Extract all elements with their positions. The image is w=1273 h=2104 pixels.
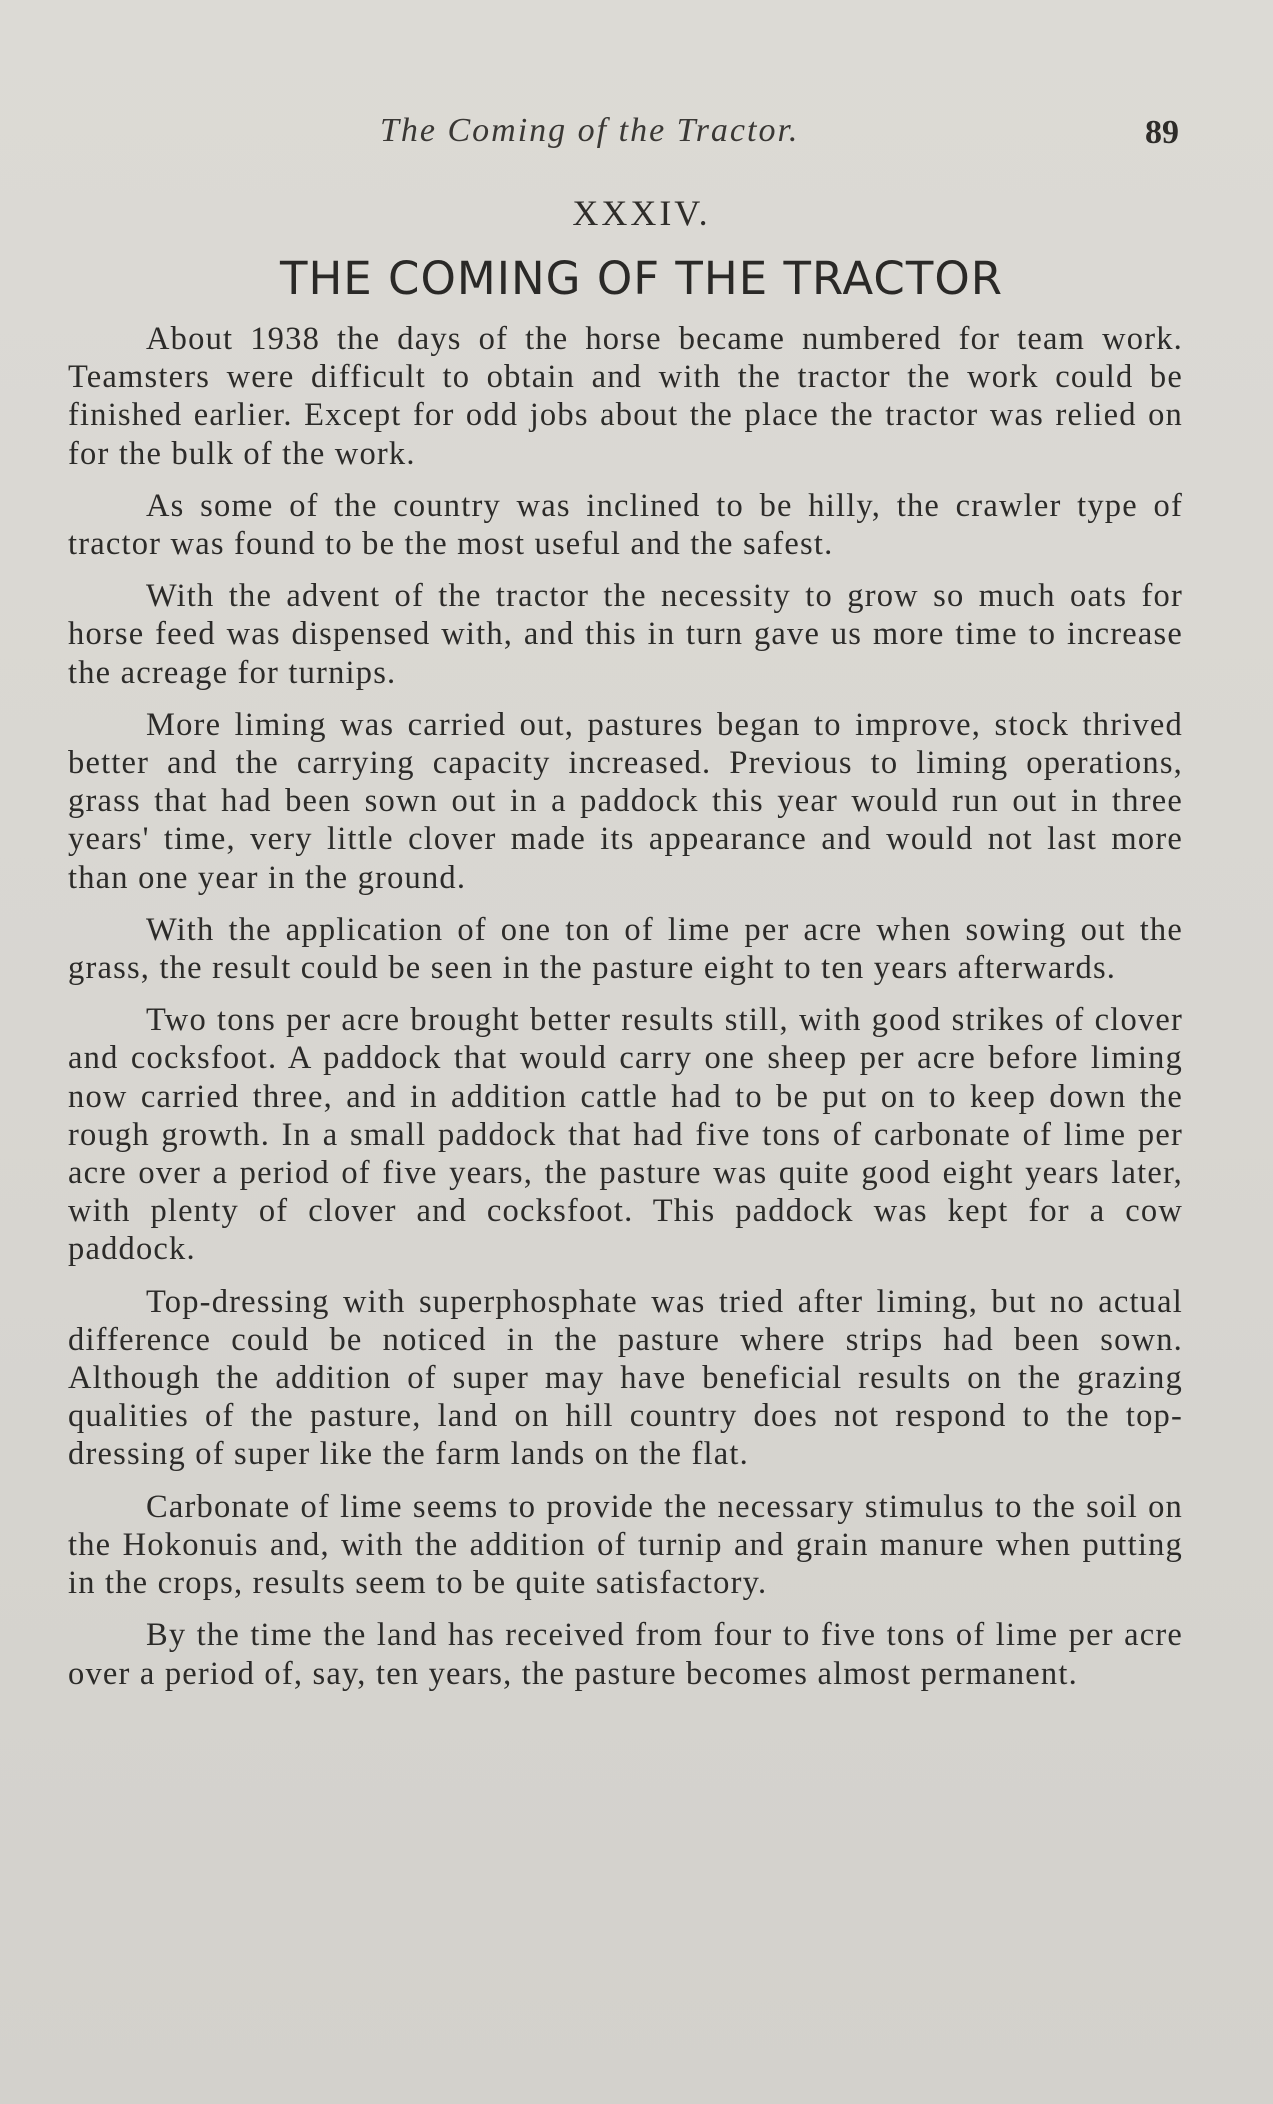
chapter-body [68,320,1183,1707]
paragraph: As some of the country was inclined to be hilly, the crawler type of tractor was found to be the most useful and the safest. [68,487,1183,563]
paragraph: With the advent of the tractor the necessity to grow so much oats for horse feed was dispensed with, and this in turn gave us more time to increase the acreage for turnips. [68,578,1183,691]
paragraph: Carbonate of lime seems to provide the necessary stimulus to the soil on the Hokonuis and, with the addition of turnip and grain manure when putting in the crops, results seem to be quite satisfactory. [68,1488,1183,1602]
running-head [0,112,1273,162]
paragraph: Top-dressing with superphosphate was tried after liming, but no actual difference could be noticed in the pasture where strips had been sown. Although the addition of super may have beneficial results on the grazing qualities of the pasture, land on hill country does not respond to the top-dressing of super like the farm lands on the flat. [68,1283,1183,1473]
running-title: The Coming of the Tractor. [380,112,800,149]
chapter-title: THE COMING OF THE TRACTOR [279,252,1004,305]
paragraph: By the time the land has received from four to five tons of lime per acre over a period of, say, ten years, the pasture becomes almost permanent. [68,1617,1183,1692]
paragraph: More liming was carried out, pastures began to improve, stock thrived better and the carrying capacity increased. Previous to liming operations, grass that had been sown out in a paddock this year would run out in three years' time, very little clover made its appearance and would not last more than one year in the ground. [68,706,1183,896]
page-number: 89 [1145,114,1179,151]
paragraph: With the application of one ton of lime per acre when sowing out the grass, the result could be seen in the pasture eight to ten years afterwards. [68,911,1183,987]
paragraph: Two tons per acre brought better results still, with good strikes of clover and cocksfoot. A paddock that would carry one sheep per acre before liming now carried three, and in addition cattle had to be put on to keep down the rough growth. In a small paddock that had five tons of carbonate of lime per acre over a period of five years, the pasture was quite good eight years later, with plenty of clover and cocksfoot. This paddock was kept for a cow paddock. [68,1002,1183,1268]
chapter-number: XXXIV. [572,193,711,233]
paragraph: About 1938 the days of the horse became numbered for team work. Teamsters were difficult to obtain and with the tractor the work could be finished earlier. Except for odd jobs about the place the tractor was relied on for the bulk of the work. [68,321,1183,472]
